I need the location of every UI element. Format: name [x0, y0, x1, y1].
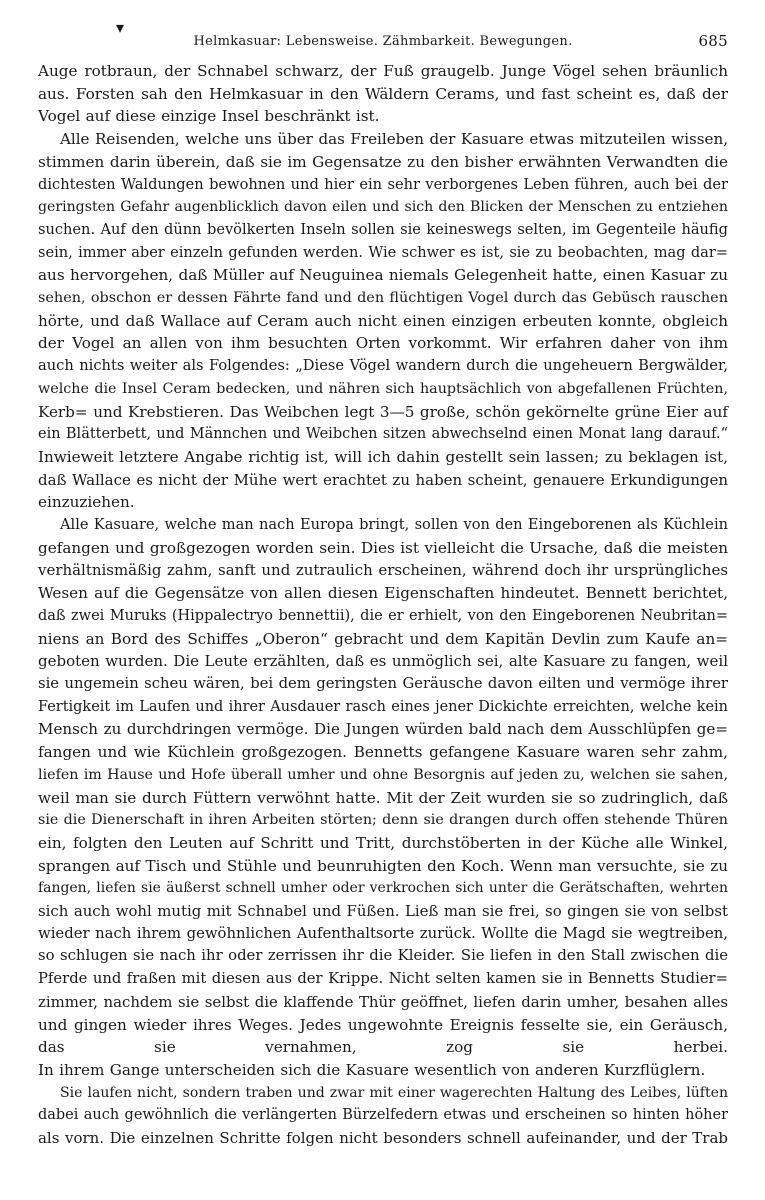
running-header [38, 30, 728, 60]
text-line: sehen, obschon er dessen Fährte fand und den flüchtigen Vogel durch das Gebüsch rauschen [38, 290, 728, 307]
text-line: Mensch zu durchdringen vermöge. Die Jungen würden bald nach dem Ausschlüpfen ge= [38, 720, 728, 739]
text-line: Vogel auf diese einzige Insel beschränkt ist. [38, 107, 380, 126]
text-line: geboten wurden. Die Leute erzählten, daß es unmöglich sei, alte Kasuare zu fangen, weil [38, 652, 728, 671]
text-line: verhältnismäßig zahm, sanft und zutraulich erscheinen, während doch ihr ursprüngliches [38, 561, 728, 580]
paragraph [38, 60, 728, 128]
text-line: geringsten Gefahr augenblicklich davon eilen und sich den Blicken der Menschen zu entziehen [38, 199, 728, 216]
text-line: fangen, liefen sie äußerst schnell umher oder verkrochen sich unter die Gerätschaften, wehrten [38, 880, 728, 897]
text-line: dabei auch gewöhnlich die verlängerten Bürzelfedern etwas und erscheinen so hinten höher [38, 1107, 728, 1124]
paragraph [38, 1082, 728, 1150]
paragraph [38, 514, 728, 1082]
text-line: stimmen darin überein, daß sie im Gegensatze zu den bisher erwähnten Verwandten die [38, 152, 728, 171]
text-line: Alle Reisenden, welche uns über das Freileben der Kasuare etwas mitzuteilen wissen, [60, 130, 728, 149]
text-line: sie die Dienerschaft in ihren Arbeiten störten; denn sie drangen durch offen stehende Thüren [38, 812, 728, 829]
text-line: Auge rotbraun, der Schnabel schwarz, der Fuß graugelb. Junge Vögel sehen bräunlich [38, 62, 728, 80]
text-line: liefen im Hause und Hofe überall umher und ohne Besorgnis auf jeden zu, welchen sie sahen, [38, 766, 728, 783]
text-line: zimmer, nachdem sie selbst die klaffende Thür geöffnet, liefen darin umher, besahen alles [38, 992, 728, 1011]
text-line: einzuziehen. [38, 493, 135, 512]
text-line: ein Blätterbett, und Männchen und Weibchen sitzen abwechselnd einen Monat lang darauf.“ [38, 426, 728, 443]
book-page [38, 30, 728, 1150]
text-line: ein, folgten den Leuten auf Schritt und Tritt, durchstöberten in der Küche alle Winkel, [38, 833, 728, 852]
text-line: so schlugen sie nach ihr oder zerrissen ihr die Kleider. Sie liefen in den Stall zwischen die [38, 947, 728, 965]
body-text [38, 60, 728, 1150]
text-line: Fertigkeit im Laufen und ihrer Ausdauer rasch eines jener Dickichte erreichten, welche kein [38, 698, 728, 715]
text-line: Inwieweit letztere Angabe richtig ist, will ich dahin gestellt sein lassen; zu beklagen ist, [38, 447, 728, 466]
text-line: daß zwei Muruks (Hippalectryo bennettii), die er erhielt, von den Eingeborenen Neubritan= [38, 607, 728, 624]
text-line: das sie vernahmen, zog sie herbei. [38, 1038, 728, 1057]
text-line: wieder nach ihrem gewöhnlichen Aufenthaltsorte zurück. Wollte die Magd sie wegtreiben, [38, 924, 728, 942]
text-line: aus. Forsten sah den Helmkasuar in den Wäldern Cerams, und fast scheint es, daß der [38, 84, 728, 103]
text-line: Sie laufen nicht, sondern traben und zwar mit einer wagerechten Haltung des Leibes, lüften [60, 1084, 728, 1101]
text-line: suchen. Auf den dünn bevölkerten Inseln sollen sie keineswegs selten, im Gegenteile häufig [38, 220, 728, 238]
page-number: 685 [698, 32, 728, 50]
running-title: Helmkasuar: Lebensweise. Zähmbarkeit. Bewegungen. [193, 34, 573, 49]
text-line: Alle Kasuare, welche man nach Europa bringt, sollen von den Eingeborenen als Küchlein [60, 516, 728, 534]
text-line: aus hervorgehen, daß Müller auf Neuguinea niemals Gelegenheit hatte, einen Kasuar zu [38, 266, 728, 285]
text-line: Kerb= und Krebstieren. Das Weibchen legt 3—5 große, schön gekörnelte grüne Eier auf [38, 402, 728, 421]
text-line: dichtesten Waldungen bewohnen und hier ein sehr verborgenes Leben führen, auch bei der [38, 175, 728, 193]
paragraph [38, 128, 728, 514]
text-line: sich auch wohl mutig mit Schnabel und Füßen. Ließ man sie frei, so gingen sie von selbst [38, 902, 728, 921]
text-line: weil man sie durch Füttern verwöhnt hatte. Mit der Zeit wurden sie so zudringlich, daß [38, 788, 728, 807]
text-line: Pferde und fraßen mit diesen aus der Krippe. Nicht selten kamen sie in Bennetts Studier= [38, 970, 728, 988]
text-line: sprangen auf Tisch und Stühle und beunruhigten den Koch. Wenn man versuchte, sie zu [38, 856, 728, 875]
text-line: welche die Insel Ceram bedecken, und nähren sich hauptsächlich von abgefallenen Früchten, [38, 380, 728, 397]
text-line: fangen und wie Küchlein großgezogen. Bennetts gefangene Kasuare waren sehr zahm, [38, 743, 728, 762]
text-line: auch nichts weiter als Folgendes: „Diese Vögel wandern durch die ungeheuern Bergwälder, [38, 357, 728, 375]
text-line: In ihrem Gange unterscheiden sich die Kasuare wesentlich von anderen Kurzflüglern. [38, 1060, 706, 1079]
text-line: Wesen auf die Gegensätze von allen diesen Eigenschaften hindeutet. Bennett berichtet, [38, 584, 728, 603]
text-line: sein, immer aber einzeln gefunden werden. Wie schwer es ist, sie zu beobachten, mag dar= [38, 243, 728, 261]
text-line: niens an Bord des Schiffes „Oberon“ gebracht und dem Kapitän Devlin zum Kaufe an= [38, 629, 728, 648]
text-line: daß Wallace es nicht der Mühe wert erachtet zu haben scheint, genauere Erkundigungen [38, 470, 728, 489]
text-line: gefangen und großgezogen worden sein. Dies ist vielleicht die Ursache, daß die meisten [38, 538, 728, 557]
text-line: der Vogel an allen von ihm besuchten Orten vorkommt. Wir erfahren daher von ihm [38, 334, 728, 353]
text-line: sie ungemein scheu wären, bei dem geringsten Geräusche davon eilten und vermöge ihrer [38, 674, 728, 692]
corner-mark: ▾ [116, 18, 125, 37]
text-line: als vorn. Die einzelnen Schritte folgen nicht besonders schnell aufeinander, und der Trab [38, 1129, 728, 1148]
text-line: und gingen wieder ihres Weges. Jedes ungewohnte Ereignis fesselte sie, ein Geräusch, [38, 1015, 728, 1034]
text-line: hörte, und daß Wallace auf Ceram auch nicht einen einzigen erbeuten konnte, obgleich [38, 311, 728, 330]
